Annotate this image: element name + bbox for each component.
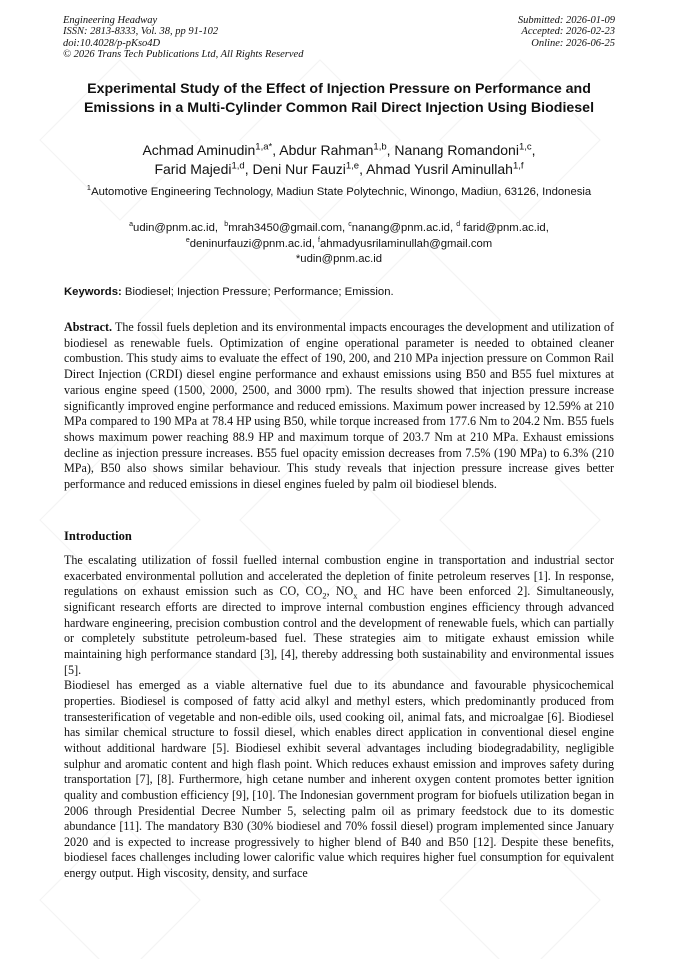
section-heading-introduction: Introduction [64,529,132,543]
email-list: $^a$udin@pnm.ac.id, $^b$mrah3450@gmail.com, $^c$nanang@pnm.ac.id, $^d$ farid@pnm.ac.id, $^e$deninurfauzi@pnm.ac.id, $^f$ahmadyusrilaminullah@gmail.com *udin@pnm.ac.id [129,221,549,266]
introduction-body [64,553,614,882]
corresponding-email[interactable]: *udin@pnm.ac.id [295,253,383,266]
abstract-text: The fossil fuels depletion and its environmental impacts encourages the development and utilization of biodiesel as renewable fuels. Optimization of engine operational parameter is needed to obtained cleaner combustion. This study aims to evaluate the effect of 190, 200, and 210 MPa injection pressure on Common Rail Direct Injection (CRDI) diesel engine performance and exhaust emissions using B50 and B55 fuel mixtures at various engine speed (1500, 2000, 2500, and 3000 rpm). The results showed that injection pressure increase significantly improved engine performance and reduced emissions. Maximum power increased by 12.59% at 210 MPa compared to 190 MPa at 78.4 HP using B50, while torque increased from 177.6 Nm to 204.2 Nm. B55 fuels shows maximum power reaching 88.9 HP and maximum torque of 203.7 Nm at 210 MPa. Exhaust emissions decline as injection pressure increases. B55 fuel opacity emission decreases from 7.5% (190 MPa) to 6.3% (210 MPa), B50 also shows similar behaviour. This study reveals that injection pressure increase gives better performance and reduced emissions in diesel engines fueled by palm oil biodiesel blends. [64,320,614,492]
keywords-label: Keywords: [64,286,122,298]
online-date: Online: 2026-06-25 [531,37,615,49]
accepted-date: Accepted: 2026-02-23 [521,26,615,38]
issn-line: ISSN: 2813-8333, Vol. 38, pp 91-102 [63,26,219,38]
keywords-text: Biodiesel; Injection Pressure; Performance; Emission. [124,286,394,298]
email[interactable]: $^a$udin@pnm.ac.id [129,221,215,234]
journal-info [63,15,303,61]
email[interactable]: $^d$ farid@pnm.ac.id [456,221,546,234]
doi[interactable]: doi:10.4028/p-pKso4D [63,37,161,49]
author-list: Achmad Aminudin$^{1,a*}$, Abdur Rahman$^{1,b}$, Nanang Romandoni$^{1,c}$, Farid Majedi$^{1,d}$, Deni Nur Fauzi$^{1,e}$, Ahmad Yusril Aminullah$^{1,f}$ [142,141,536,177]
abstract [64,320,614,493]
email[interactable]: $^b$mrah3450@gmail.com [224,221,343,234]
paper-title: Experimental Study of the Effect of Injection Pressure on Performance and Emissions in a Multi-Cylinder Common Rail Direct Injection Using Biodiesel [83,81,595,116]
keywords [64,286,394,298]
dates-info [518,15,615,49]
paragraph: The escalating utilization of fossil fuelled internal combustion engine in transportation and industrial sector exacerbated environmental pollution and accelerated the depletion of finite petroleum reserves [1]. In response, regulations on exhaust emission such as CO, $CO_2$, $NO_x$ and HC have been enforced 2]. Simultaneously, significant research efforts are directed to improve internal combustion engines efficiency through advanced hardware engineering, precision combustion control and the development of renewable fuels, which can partially or completely substitute petroleum-based fuel. These strategies aim to mitigate exhaust emission while maintaining high performance standard [3], [4], thereby addressing both sustainability and environmental issues [5]. [64,553,615,677]
author: Abdur Rahman$^{1,b}$ [279,141,387,158]
author: Ahmad Yusril Aminullah$^{1,f}$ [366,160,524,177]
email[interactable]: $^e$deninurfauzi@pnm.ac.id [185,236,312,250]
author: Achmad Aminudin$^{1,a*}$ [142,141,273,158]
affiliation: $^1$Automotive Engineering Technology, Madiun State Polytechnic, Winongo, Madiun, 63126, Indonesia [86,183,592,198]
submitted-date: Submitted: 2026-01-09 [517,15,615,26]
paragraph: Biodiesel has emerged as a viable alternative fuel due to its abundance and favourable physicochemical properties. Biodiesel is composed of fatty acid alkyl and methyl esters, which predominantly produced from transesterification of vegetable and non-edible oils, used cooking oil, animal fats, and microalgae [6]. Biodiesel has similar chemical structure to fossil diesel, which enables direct application in conventional diesel engine without additional hardware [5]. Biodiesel exhibit several advantages including biodegradability, negligible sulphur and aromatic content and high flash point. Which reduces exhaust emission and improves safety during transportation [7], [8]. Furthermore, high cetane number and inherent oxygen content promotes better ignition quality and combustion efficiency [9], [10]. The Indonesian government program for biofuels utilization began in 2006 through Presidential Decree Number 5, selecting palm oil as primary feedstock due to its domestic abundance [11]. The mandatory B30 (30% biodiesel and 70% fossil diesel) program implemented since January 2020 and is expected to increase progressively to higher blend of B40 and B50 [12]. Despite these benefits, biodiesel faces challenges including lower calorific value which requires higher fuel consumption for equivalent energy output. High viscosity, density, and surface [64,678,614,881]
email[interactable]: $^f$ahmadyusrilaminullah@gmail.com [318,236,493,250]
author: Farid Majedi$^{1,d}$ [154,160,245,177]
author: Deni Nur Fauzi$^{1,e}$ [252,160,360,177]
copyright: © 2026 Trans Tech Publications Ltd, All Rights Reserved [63,49,304,61]
abstract-label: Abstract. [64,320,113,334]
author: Nanang Romandoni$^{1,c}$ [394,141,532,158]
journal-name: Engineering Headway [63,15,158,26]
email[interactable]: $^c$nanang@pnm.ac.id [348,221,450,234]
